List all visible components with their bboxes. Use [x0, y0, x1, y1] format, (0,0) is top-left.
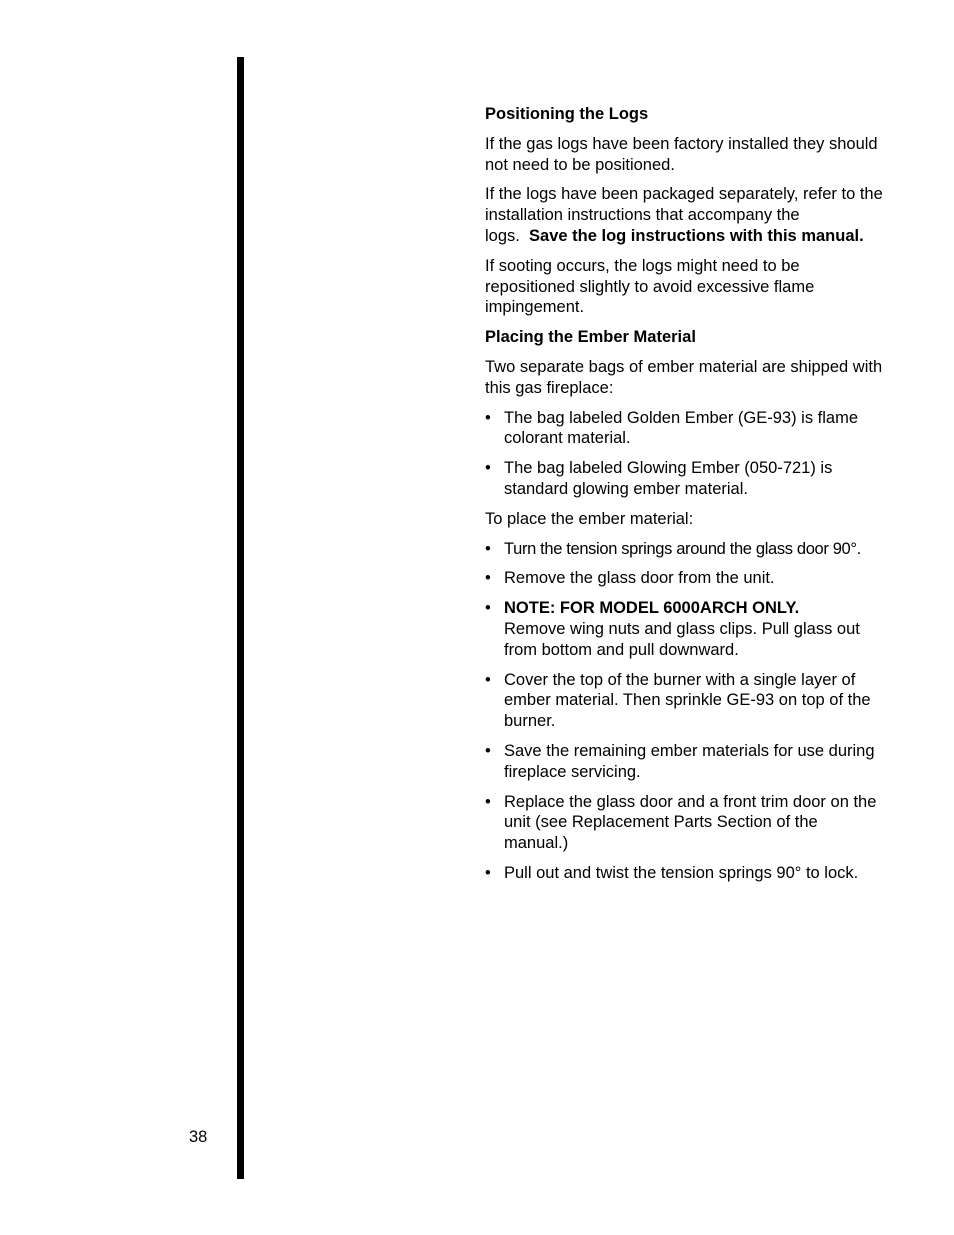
list-item-text: The bag labeled Golden Ember (GE-93) is flame colorant material. — [504, 408, 859, 448]
main-content — [485, 104, 885, 893]
list-item-text: Replace the glass door and a front trim door on the unit (see Replacement Parts Section of the manual.) — [504, 792, 877, 853]
bullet-icon: • — [485, 459, 491, 478]
page-number: 38 — [189, 1128, 208, 1146]
bullet-icon: • — [485, 569, 491, 588]
bullet-icon: • — [485, 599, 491, 618]
list-item-text: Save the remaining ember materials for use during fireplace servicing. — [504, 741, 875, 781]
bag-list — [485, 408, 885, 500]
model-note-heading: NOTE: FOR MODEL 6000ARCH ONLY. — [504, 599, 800, 618]
side-rule — [237, 57, 244, 1179]
bullet-icon: • — [485, 670, 491, 689]
bullet-icon: • — [485, 741, 491, 760]
list-item-text: Remove the glass door from the unit. — [504, 569, 775, 588]
list-item — [485, 741, 885, 783]
list-item — [485, 408, 885, 450]
steps-list — [485, 539, 885, 884]
paragraph-sooting: If sooting occurs, the logs might need to be repositioned slightly to avoid excessive flame impingement. — [485, 256, 815, 317]
list-item — [485, 863, 885, 884]
list-item-text: Remove wing nuts and glass clips. Pull glass out from bottom and pull downward. — [504, 619, 860, 659]
list-item-text: Cover the top of the burner with a single layer of ember material. Then sprinkle GE-93 on top of the burner. — [504, 670, 871, 731]
list-item — [485, 670, 885, 732]
bullet-icon: • — [485, 792, 491, 811]
section-title-positioning-logs: Positioning the Logs — [485, 105, 649, 123]
list-item-text: Turn the tension springs around the glass door 90°. — [504, 539, 861, 558]
save-instructions-note: Save the log instructions with this manual. — [529, 226, 864, 245]
list-item-text: The bag labeled Glowing Ember (050-721) is standard glowing ember material. — [504, 459, 833, 498]
bullet-icon: • — [485, 539, 491, 558]
paragraph-packaged-text: If the logs have been packaged separately, refer to the installation instructions that accompany the logs. — [485, 185, 883, 245]
list-item — [485, 568, 885, 589]
paragraph-steps-intro: To place the ember material: — [485, 509, 694, 528]
list-item — [485, 458, 885, 500]
list-item — [485, 598, 885, 660]
paragraph-packaged-separately — [485, 184, 885, 246]
paragraph-bags-intro: Two separate bags of ember material are shipped with this gas fireplace: — [485, 357, 883, 397]
list-item — [485, 539, 885, 560]
section-title-ember-material: Placing the Ember Material — [485, 328, 696, 347]
bullet-icon: • — [485, 408, 491, 427]
bullet-icon: • — [485, 863, 491, 882]
list-item-text: Pull out and twist the tension springs 90° to lock. — [504, 863, 859, 882]
list-item — [485, 792, 885, 854]
paragraph-factory-installed: If the gas logs have been factory installed they should not need to be positioned. — [485, 134, 878, 174]
